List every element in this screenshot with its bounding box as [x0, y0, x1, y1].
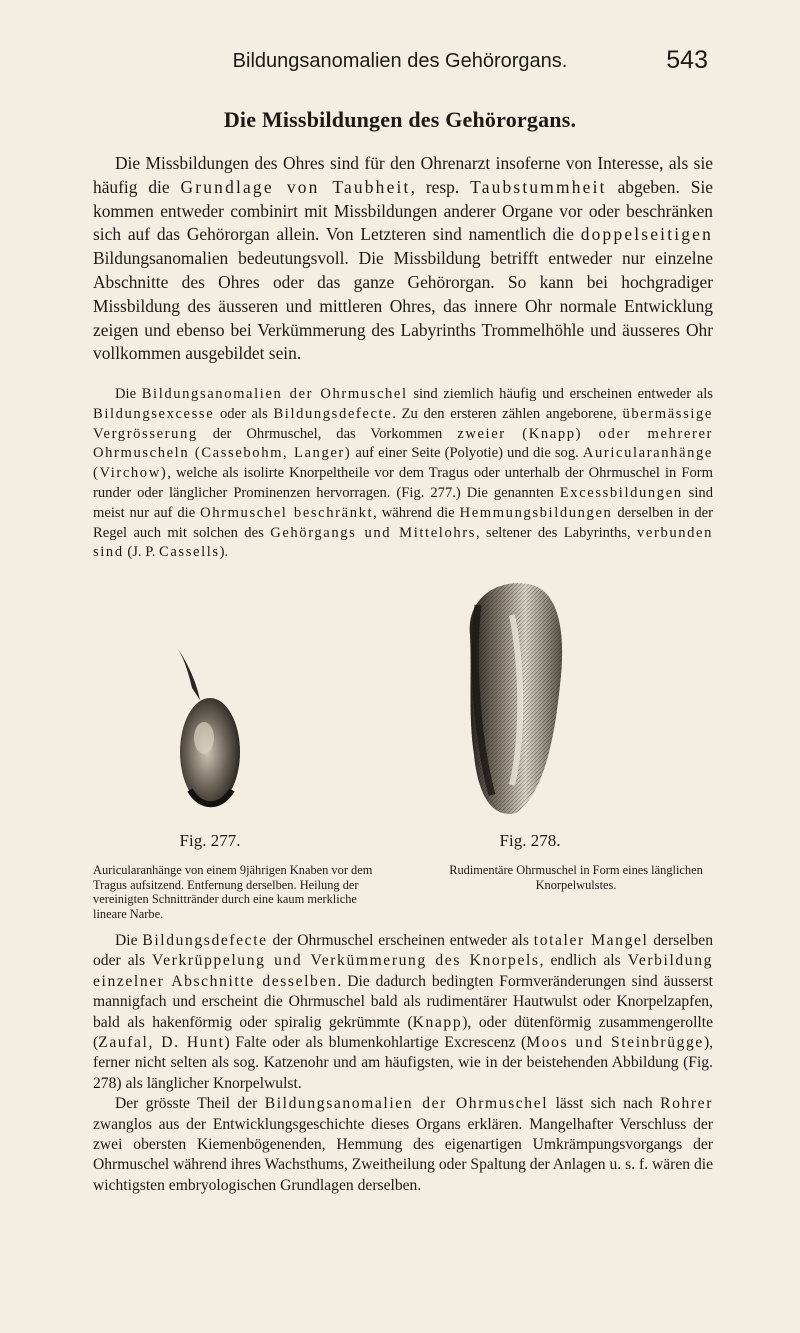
figure-278-illustration: [442, 575, 582, 820]
section-title: Die Missbildungen des Gehörorgans.: [223, 107, 577, 132]
figure-277-illustration: [170, 640, 250, 820]
running-head: Bildungsanomalien des Gehörorgans.: [232, 50, 568, 72]
paragraph-anomalies: Die Bildungsanomalien der Ohrmuschel sind ziemlich häufig und erscheinen entweder als Bildungsexcesse oder als Bildungsdefecte. Zu den ersteren zählen angeborene, übermässige Vergrösserung der Ohrmuschel, das Vorkommen zweier (Knapp) oder mehrerer Ohrmuscheln (Cassebohm, Langer) auf einer Seite (Polyotie) und die sog. Auricularanhänge (Virchow), welche als isolirte Knorpeltheile vor dem Tragus oder unterhalb der Ohrmuschel in Form runder oder länglicher Prominenzen hervorragen. (Fig. 277.) Die genannten Excessbildungen sind meist nur auf die Ohrmuschel beschränkt, während die Hemmungsbildungen derselben in der Regel auch mit solchen des Gehörgangs und Mittelohrs, seltener des Labyrinths, verbunden sind (J. P. Cassells).: [93, 386, 714, 561]
figure-277-caption: Auricularanhänge von einem 9jährigen Knaben vor dem Tragus aufsitzend. Entfernung derselben. Heilung der vereinigten Schnittränder durch eine kaum merkliche lineare Narbe.: [93, 863, 373, 921]
paragraph-intro: Die Missbildungen des Ohres sind für den Ohrenarzt insoferne von Interesse, als sie häufig die Grundlage von Taubheit, resp. Taubstummheit abgeben. Sie kommen entweder combinirt mit Missbildungen anderer Organe vor oder beschränken sich auf das Gehörorgan allein. Von Letzteren sind namentlich die doppelseitigen Bildungsanomalien bedeutungsvoll. Die Missbildung betrifft entweder nur einzelne Abschnitte des Ohres oder das ganze Gehörorgan. So kann bei hochgradiger Missbildung des äusseren und mittleren Ohres, das innere Ohr normale Entwicklung zeigen und ebenso bei Verkümmerung des Labyrinths Trommelhöhle und äusseres Ohr vollkommen ausgebildet sein.: [93, 153, 713, 364]
page-number: 543: [666, 46, 708, 74]
page-header: [92, 48, 708, 78]
figure-278-label: Fig. 278.: [499, 831, 561, 850]
paragraph-defects: Die Bildungsdefecte der Ohrmuschel erscheinen entweder als totaler Mangel derselben oder als Verkrüppelung und Verkümmerung des Knorpels, endlich als Verbildung einzelner Abschnitte desselben. Die dadurch bedingten Formveränderungen sind äusserst mannigfach und erscheint die Ohrmuschel bald als rudimentärer Hautwulst oder Knorpelzapfen, bald als hakenförmig oder spiralig gekrümmte (Knapp), oder dütenförmig zusammengerollte (Zaufal, D. Hunt) Falte oder als blumenkohlartige Excrescenz (Moos und Steinbrügge), ferner nicht selten als sog. Katzenohr und am häufigsten, wie in der beistehenden Abbildung (Fig. 278) als länglicher Knorpelwulst. Der grösste Theil der Bildungsanomalien der Ohrmuschel lässt sich nach Rohrer zwanglos aus der Entwicklungsgeschichte dieses Organs erklären. Mangelhafter Verschluss der zwei obersten Kiemenbögenenden, Hemmung des eigenartigen Umkrämpungsvorgangs der Ohrmuschel während ihres Wachsthums, Zweitheilung oder Spaltung der Anlagen u. s. f. wären die wichtigsten embryologischen Grundlagen derselben.: [93, 932, 714, 1194]
figure-278-caption: Rudimentäre Ohrmuschel in Form eines länglichen Knorpelwulstes.: [449, 863, 703, 892]
figure-277-label: Fig. 277.: [179, 831, 241, 850]
